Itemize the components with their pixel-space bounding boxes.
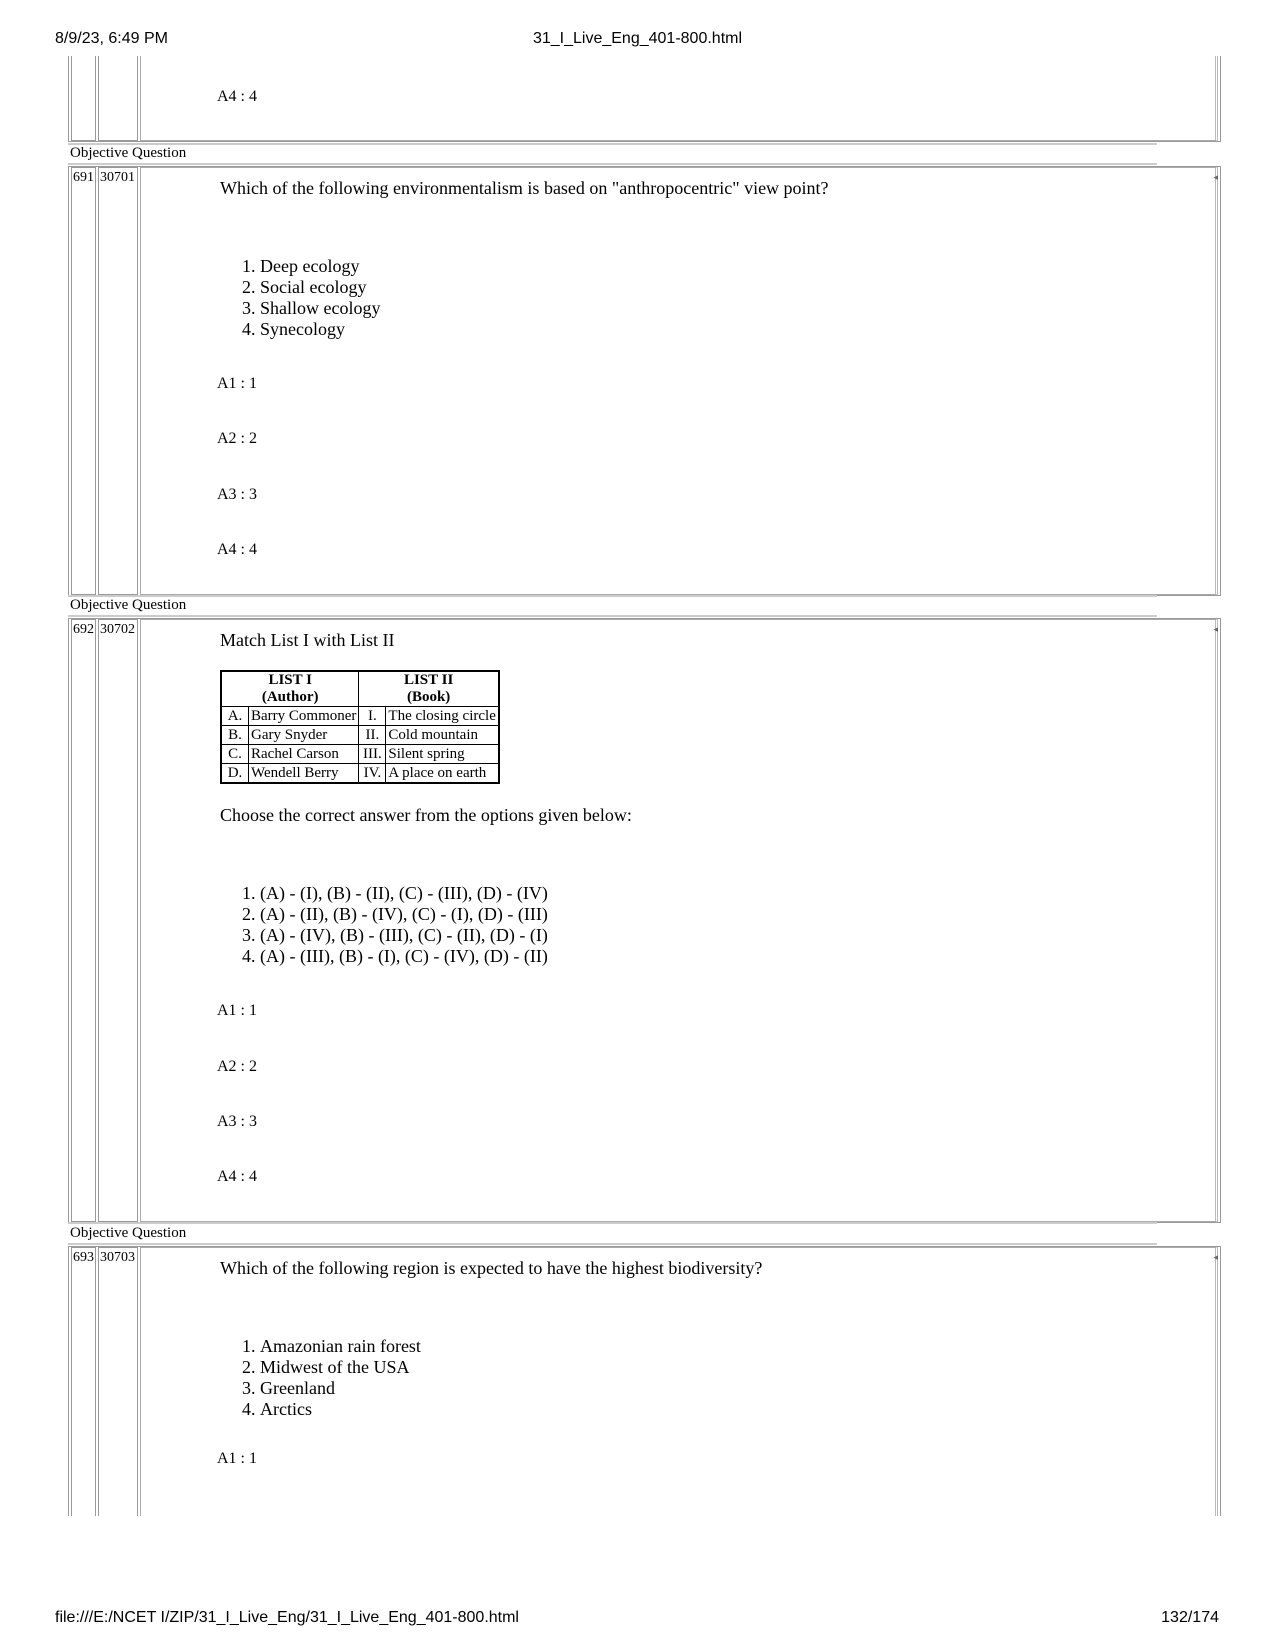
option-1: 1. (A) - (I), (B) - (II), (C) - (III), (D) - (IV) xyxy=(260,883,548,904)
option-1: 1. Deep ecology xyxy=(260,256,380,277)
page-number: 132/174 xyxy=(1161,1609,1219,1626)
table-row: B. Gary Snyder II. Cold mountain xyxy=(221,726,499,745)
scroll-marker-icon: ◂ xyxy=(1213,172,1218,182)
question-text: Match List I with List II xyxy=(220,630,395,650)
table-row: A. Barry Commoner I. The closing circle xyxy=(221,707,499,726)
serial-cell xyxy=(71,56,96,141)
option-3: 3. (A) - (IV), (B) - (III), (C) - (II), (D) - (I) xyxy=(260,925,548,946)
answer-4: A4 : 4 xyxy=(217,1168,257,1185)
question-block-692 xyxy=(68,618,1221,1223)
question-id: 30702 xyxy=(98,619,138,1222)
question-id-cell xyxy=(98,56,138,141)
divider xyxy=(68,143,1157,145)
answer-2: A2 : 2 xyxy=(217,430,257,447)
instruction-text: Choose the correct answer from the options given below: xyxy=(220,805,632,825)
option-2: 2. (A) - (II), (B) - (IV), (C) - (I), (D) - (III) xyxy=(260,904,548,925)
table-row: C. Rachel Carson III. Silent spring xyxy=(221,745,499,764)
question-body xyxy=(140,1247,1218,1516)
option-4: 4. Arctics xyxy=(260,1399,421,1420)
answer-4: A4 : 4 xyxy=(217,541,257,558)
answer-1: A1 : 1 xyxy=(217,375,257,392)
answer-4: A4 : 4 xyxy=(217,88,257,105)
question-body xyxy=(140,619,1218,1222)
question-body xyxy=(140,56,1218,141)
question-type-label: Objective Question xyxy=(70,597,187,613)
option-3: 3. Shallow ecology xyxy=(260,298,380,319)
option-list xyxy=(220,1336,421,1420)
question-text: Which of the following region is expected to have the highest biodiversity? xyxy=(220,1258,763,1278)
table-row: D. Wendell Berry IV. A place on earth xyxy=(221,764,499,784)
list2-header: LIST II (Book) xyxy=(359,671,499,707)
answer-2: A2 : 2 xyxy=(217,1058,257,1075)
option-4: 4. Synecology xyxy=(260,319,380,340)
question-block-693 xyxy=(68,1246,1221,1516)
answer-1: A1 : 1 xyxy=(217,1002,257,1019)
serial-number: 693 xyxy=(71,1247,96,1516)
serial-number: 692 xyxy=(71,619,96,1222)
divider xyxy=(68,1243,1157,1245)
match-table xyxy=(220,670,500,784)
option-1: 1. Amazonian rain forest xyxy=(260,1336,421,1357)
option-2: 2. Midwest of the USA xyxy=(260,1357,421,1378)
option-4: 4. (A) - (III), (B) - (I), (C) - (IV), (D) - (II) xyxy=(260,946,548,967)
option-3: 3. Greenland xyxy=(260,1378,421,1399)
list1-header: LIST I (Author) xyxy=(221,671,359,707)
question-block-prev xyxy=(68,56,1221,142)
answer-3: A3 : 3 xyxy=(217,486,257,503)
serial-number: 691 xyxy=(71,167,96,595)
divider xyxy=(68,615,1157,617)
answer-3: A3 : 3 xyxy=(217,1113,257,1130)
divider xyxy=(68,163,1157,165)
question-block-691 xyxy=(68,166,1221,596)
scroll-marker-icon: ◂ xyxy=(1213,1252,1218,1262)
answer-1: A1 : 1 xyxy=(217,1450,257,1467)
question-id: 30703 xyxy=(98,1247,138,1516)
divider xyxy=(68,595,1157,597)
question-type-label: Objective Question xyxy=(70,145,187,161)
option-list xyxy=(220,256,380,340)
print-datetime: 8/9/23, 6:49 PM xyxy=(55,30,168,47)
document-title: 31_I_Live_Eng_401-800.html xyxy=(532,30,743,47)
divider xyxy=(68,1222,1157,1224)
question-text: Which of the following environmentalism is based on "anthropocentric" view point? xyxy=(220,178,829,198)
question-body xyxy=(140,167,1218,595)
question-type-label: Objective Question xyxy=(70,1225,187,1241)
scroll-marker-icon: ◂ xyxy=(1213,624,1218,634)
question-id: 30701 xyxy=(98,167,138,595)
option-2: 2. Social ecology xyxy=(260,277,380,298)
file-path: file:///E:/NCET I/ZIP/31_I_Live_Eng/31_I_Live_Eng_401-800.html xyxy=(55,1609,519,1626)
option-list xyxy=(220,883,548,967)
